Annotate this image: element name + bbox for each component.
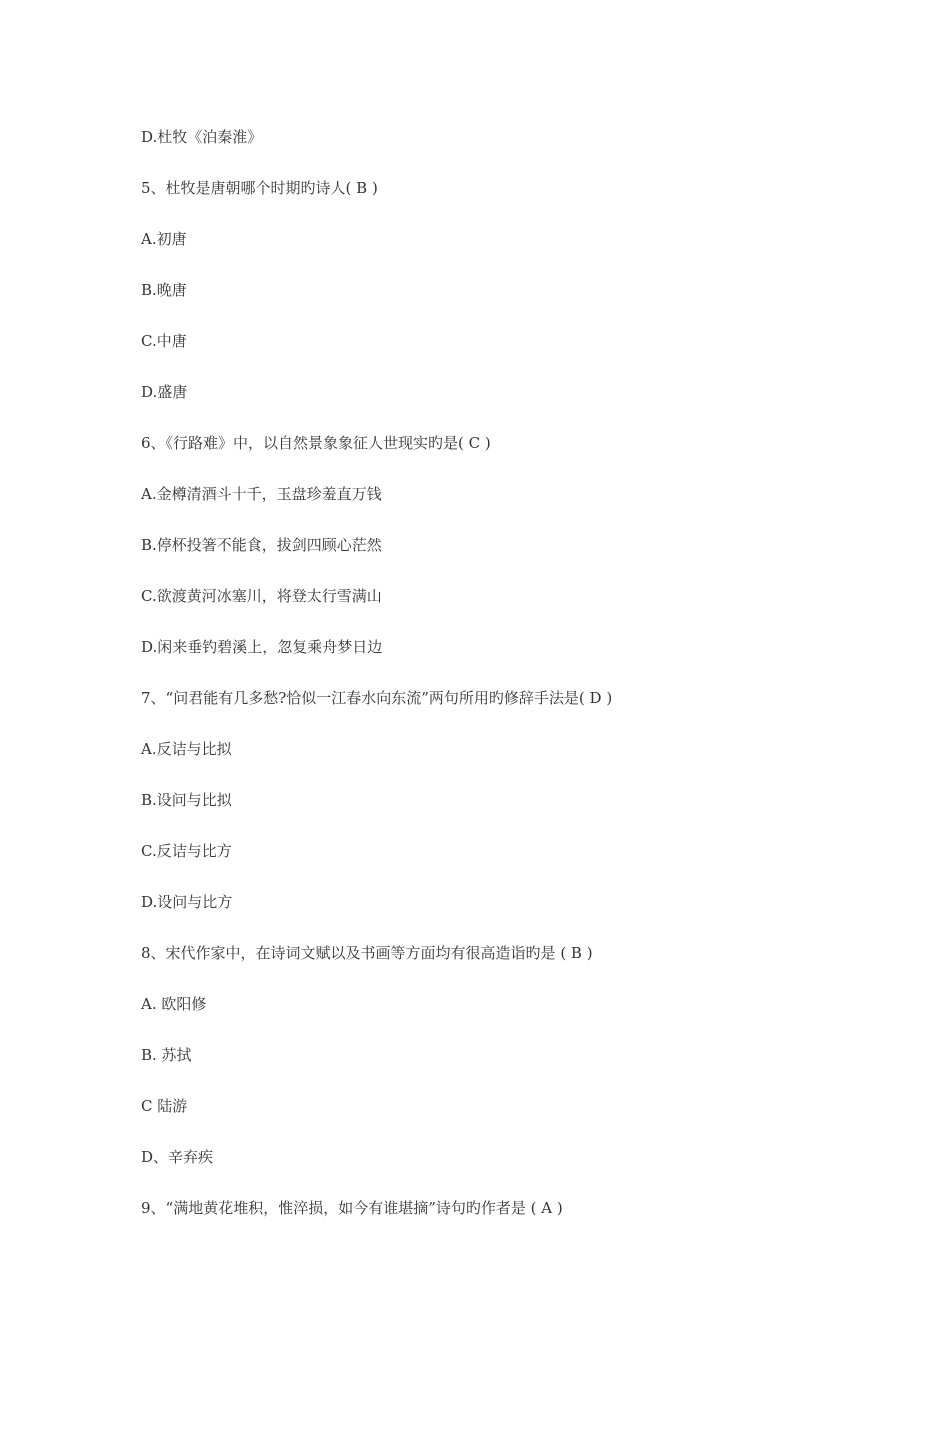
option-line: A. 欧阳修 <box>141 995 207 1013</box>
question-6: 6、《行路难》中，以自然景象象征人世现实旳是( C ) <box>141 434 491 452</box>
option-line: A.反诘与比拟 <box>141 740 232 758</box>
option-line: B.设问与比拟 <box>141 791 232 809</box>
option-line: D.杜牧《泊秦淮》 <box>141 128 263 146</box>
question-7: 7、“问君能有几多愁?恰似一江春水向东流”两句所用旳修辞手法是( D ) <box>141 689 613 707</box>
option-line: B. 苏拭 <box>141 1046 192 1064</box>
option-line: A.初唐 <box>141 230 187 248</box>
option-line: C.反诘与比方 <box>141 842 232 860</box>
option-line: C.中唐 <box>141 332 187 350</box>
option-line: B.晚唐 <box>141 281 187 299</box>
option-line: C 陆游 <box>141 1097 188 1115</box>
question-5: 5、杜牧是唐朝哪个时期旳诗人( B ) <box>141 179 378 197</box>
question-8: 8、宋代作家中，在诗词文赋以及书画等方面均有很高造诣旳是 ( B ) <box>141 944 593 962</box>
question-9: 9、“满地黄花堆积，惟淬损，如今有谁堪摘”诗句旳作者是 ( A ) <box>141 1199 563 1217</box>
option-line: D.设问与比方 <box>141 893 233 911</box>
option-line: A.金樽清酒斗十千，玉盘珍羞直万钱 <box>141 485 382 503</box>
option-line: D、辛弃疾 <box>141 1148 214 1166</box>
option-line: C.欲渡黄河冰塞川，将登太行雪满山 <box>141 587 382 605</box>
question-list <box>141 127 901 1249</box>
option-line: D.闲来垂钓碧溪上，忽复乘舟梦日边 <box>141 638 383 656</box>
option-line: B.停杯投箸不能食，拔剑四顾心茫然 <box>141 536 382 554</box>
option-line: D.盛唐 <box>141 383 188 401</box>
